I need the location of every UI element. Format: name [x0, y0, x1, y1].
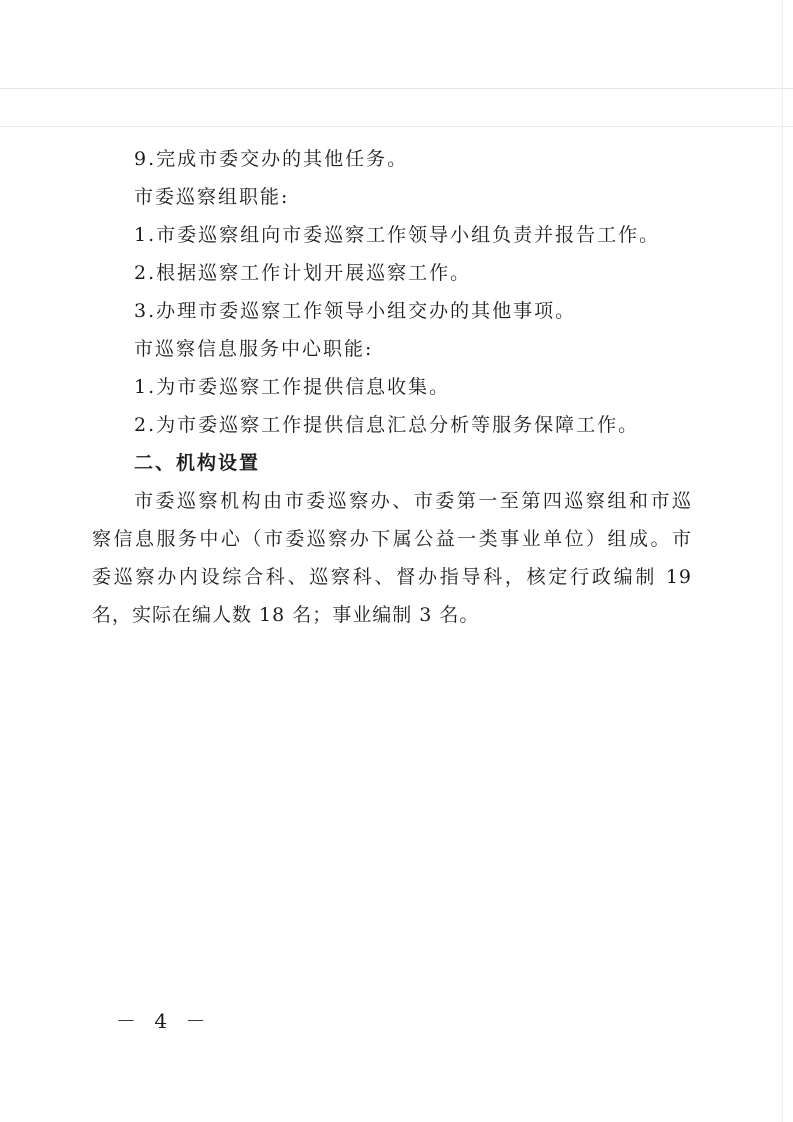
section-paragraph-line: 委巡察办内设综合科、巡察科、督办指导科，核定行政编制 19	[92, 566, 692, 588]
inspection-group-heading: 市委巡察组职能:	[134, 186, 290, 208]
section-heading: 二、机构设置	[134, 452, 261, 474]
scan-border-top	[0, 88, 793, 89]
section-paragraph-line: 察信息服务中心（市委巡察办下属公益一类事业单位）组成。市	[92, 528, 692, 550]
inspection-group-item: 3.办理市委巡察工作领导小组交办的其他事项。	[134, 300, 577, 322]
info-center-item: 2.为市委巡察工作提供信息汇总分析等服务保障工作。	[134, 414, 640, 436]
scan-border-top-secondary	[0, 126, 793, 127]
info-center-item: 1.为市委巡察工作提供信息收集。	[134, 376, 451, 398]
section-paragraph-line: 市委巡察机构由市委巡察办、市委第一至第四巡察组和市巡	[134, 490, 692, 512]
inspection-group-item: 1.市委巡察组向市委巡察工作领导小组负责并报告工作。	[134, 224, 661, 246]
scan-border-right	[782, 0, 783, 1122]
page-number: － 4 －	[116, 1009, 212, 1033]
section-paragraph-line: 名，实际在编人数 18 名；事业编制 3 名。	[92, 604, 480, 626]
document-body	[92, 140, 692, 634]
info-center-heading: 市巡察信息服务中心职能:	[134, 338, 374, 360]
inspection-group-item: 2.根据巡察工作计划开展巡察工作。	[134, 262, 472, 284]
duty-item: 9.完成市委交办的其他任务。	[134, 148, 409, 170]
